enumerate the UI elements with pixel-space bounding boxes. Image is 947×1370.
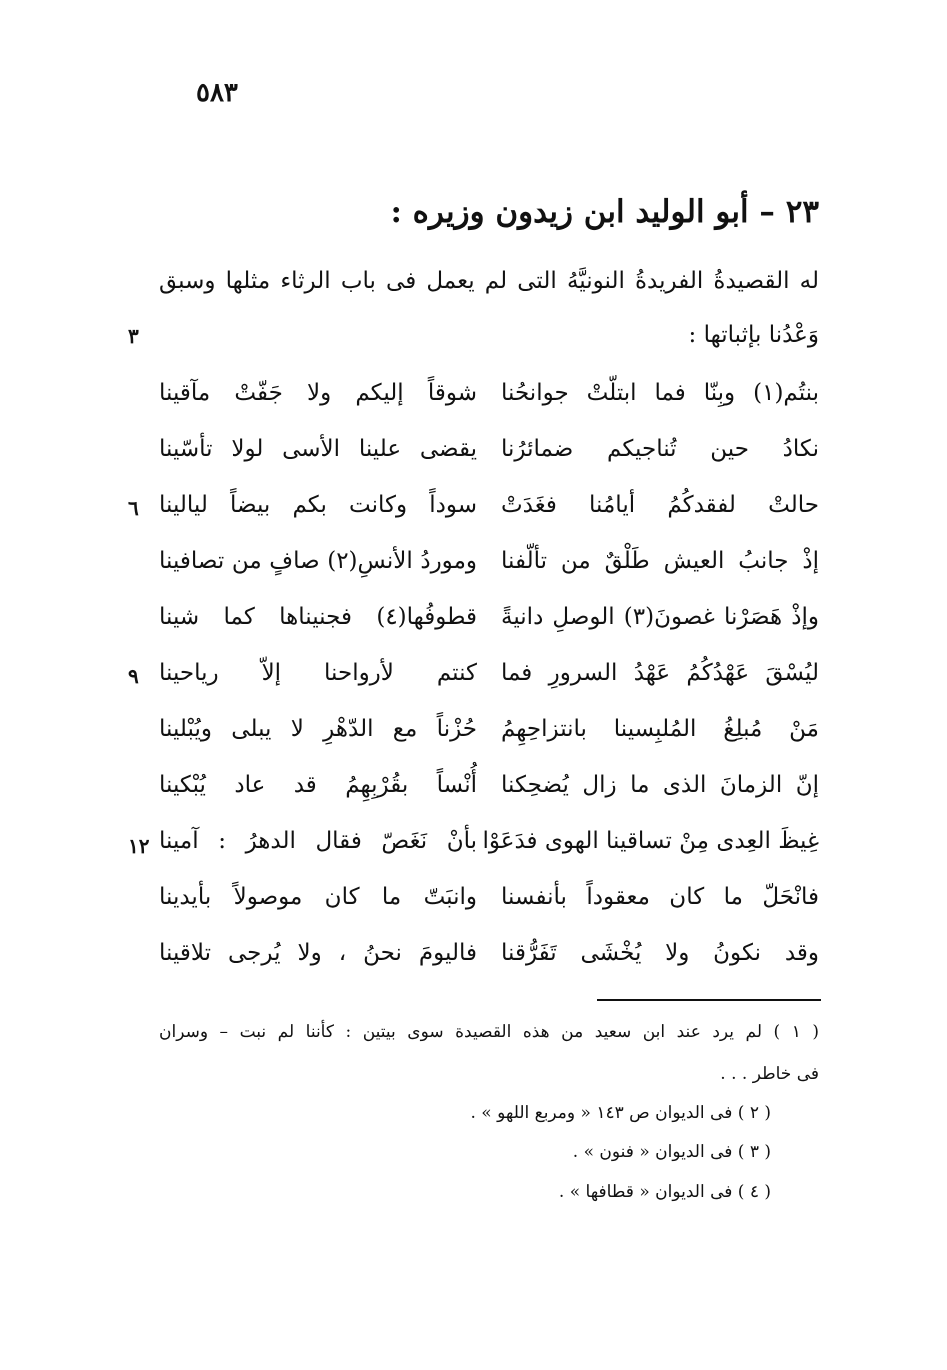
- verse-first-hemistich: وقد نكونُ ولا يُخْشَى تَفَرُّقنا: [501, 940, 819, 966]
- verse-second-hemistich: سوداً وكانت بكم بيضاً ليالينا: [159, 492, 477, 518]
- verse-second-hemistich: قطوفُها(٤) فجنيناها كما شينا: [159, 604, 477, 630]
- footnote-2: ( ٢ ) فى الديوان ص ١٤٣ « ومربع اللهو » .: [470, 1103, 771, 1123]
- footnote-3: ( ٣ ) فى الديوان « فنون » .: [572, 1142, 771, 1162]
- verse-7: [159, 716, 819, 756]
- verse-second-hemistich: وانبَتّ ما كان موصولاً بأيدينا: [159, 884, 477, 910]
- verse-6: [159, 660, 819, 700]
- intro-line-2: وَعْدُنا بإثباتها :: [688, 322, 819, 348]
- verse-first-hemistich: بنتُم(١) وبِنّا فما ابتلّتْ جوانحُنا: [501, 380, 819, 406]
- section-heading: ٢٣ – أبو الوليد ابن زيدون وزيره :: [390, 194, 819, 230]
- verse-10: [159, 884, 819, 924]
- verse-4: [159, 548, 819, 588]
- verse-first-hemistich: غِيظَ العِدى مِنْ تساقينا الهوى فدَعَوْا: [482, 828, 819, 854]
- verse-first-hemistich: مَنْ مُبلِغُ المُلبِسينا بانتزاحِهِمُ: [501, 716, 819, 742]
- verse-first-hemistich: إنّ الزمانَ الذى ما زال يُضحِكنا: [501, 772, 819, 798]
- line-number-12: ١٢: [128, 834, 150, 858]
- verse-second-hemistich: وموردُ الأنسِ(٢) صافٍ من تصافينا: [159, 548, 477, 574]
- footnote-1: ( ١ ) لم يرد عند ابن سعيد من هذه القصيدة سوى بيتين : كأننا لم نبت – وسران: [159, 1022, 819, 1042]
- verse-first-hemistich: حالتْ لفقدكُمُ أيامُنا فغَدَتْ: [501, 492, 819, 518]
- verse-9: [159, 828, 819, 868]
- page-number: ٥٨٣: [196, 78, 238, 108]
- verse-3: [159, 492, 819, 532]
- verse-first-hemistich: وإذْ هَصَرْنا غصونَ(٣) الوصلِ دانيةً: [501, 604, 819, 630]
- intro-line-1: له القصيدةُ الفريدةُ النونيَّهُ التى لم يعمل فى باب الرثاء مثلها وسبق: [159, 268, 819, 294]
- verse-first-hemistich: فانْحَلّ ما كان معقوداً بأنفسنا: [501, 884, 819, 910]
- verse-first-hemistich: إذْ جانبُ العيش طَلْقٌ من تألّفنا: [501, 548, 819, 574]
- verse-first-hemistich: نكادُ حين تُناجيكم ضمائرُنا: [501, 436, 819, 462]
- verse-second-hemistich: بأنْ نَغَصّ فقال الدهرُ : آمينا: [159, 828, 477, 854]
- verse-second-hemistich: كنتم لأرواحنا إلاّ رياحينا: [159, 660, 477, 686]
- verse-8: [159, 772, 819, 812]
- verse-first-hemistich: ليُسْقَ عَهْدُكُمُ عَهْدُ السرورِ فما: [501, 660, 819, 686]
- line-number-6: ٦: [128, 496, 139, 520]
- line-number-9: ٩: [128, 664, 139, 688]
- verse-second-hemistich: أُنْساً بقُرْبِهِمُ قد عاد يُبْكينا: [159, 772, 477, 798]
- verse-second-hemistich: يقضى علينا الأسى لولا تأسّينا: [159, 436, 477, 462]
- footnote-4: ( ٤ ) فى الديوان « قطافها » .: [558, 1182, 771, 1202]
- verse-second-hemistich: شوقاً إليكم ولا جَفّتْ مآقينا: [159, 380, 477, 406]
- verse-11: [159, 940, 819, 980]
- verse-second-hemistich: فاليومَ نحنُ ، ولا يُرجى تلاقينا: [159, 940, 477, 966]
- footnote-divider: [597, 999, 821, 1001]
- verse-5: [159, 604, 819, 644]
- footnote-1-continuation: فى خاطر . . .: [720, 1064, 819, 1084]
- verse-second-hemistich: حُزْناً مع الدّهْرِ لا يبلى ويُبْلينا: [159, 716, 477, 742]
- verse-1: [159, 380, 819, 420]
- line-number-3: ٣: [128, 324, 139, 348]
- verse-2: [159, 436, 819, 476]
